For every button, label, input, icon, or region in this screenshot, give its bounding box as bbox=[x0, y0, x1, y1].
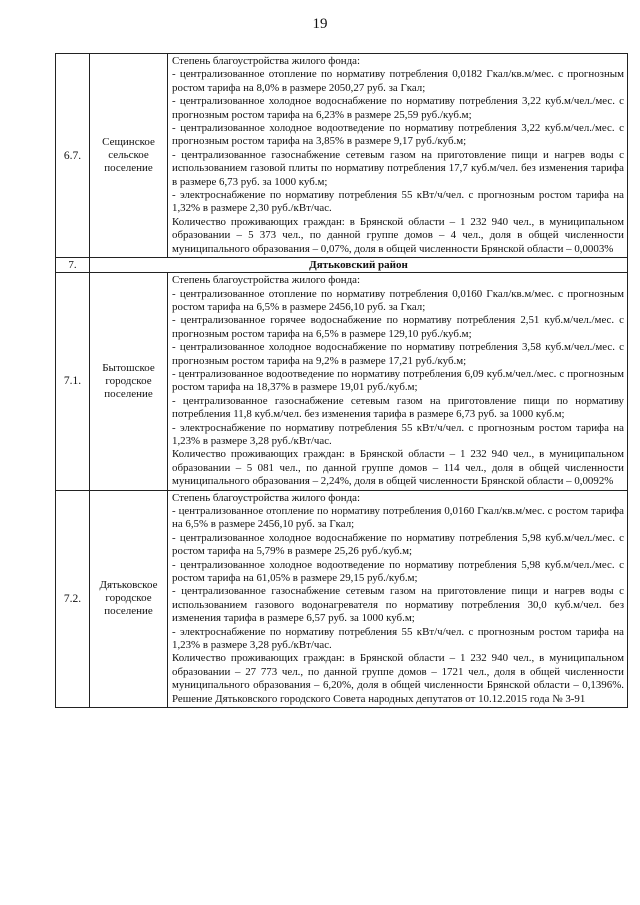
table-row-7 bbox=[56, 258, 628, 273]
description-line: - централизованное газоснабжение сетевым газом на приготовление пищи по нормативу потребления 11,8 куб.м/чел. без изменения тарифа в размере 6,73 руб. за 1000 куб.м; bbox=[172, 394, 624, 421]
settlement-name-line: Бытошское bbox=[102, 361, 155, 374]
description-line: - централизованное холодное водоснабжение по нормативу потребления 5,98 куб.м/чел./мес. с ростом тарифа на 5,79% в размере 25,26 руб./куб.м; bbox=[172, 531, 624, 558]
description-line: - централизованное холодное водоснабжение по нормативу потребления 3,58 куб.м/чел./мес. с прогнозным ростом тарифа на 9,2% в размере 17,21 руб./куб.м; bbox=[172, 341, 624, 367]
description-line: - централизованное холодное водоотведение по нормативу потребления 3,22 куб.м/чел./мес. с прогнозным ростом тарифа на 3,85% в размере 9,17 руб./куб.м; bbox=[172, 122, 624, 148]
page-number: 19 bbox=[312, 16, 328, 32]
settlement-name-line: поселение bbox=[104, 605, 153, 618]
settlement-name bbox=[90, 273, 168, 491]
description-line: - централизованное горячее водоснабжение по нормативу потребления 2,51 куб.м/чел./мес. с прогнозным ростом тарифа на 6,5% в размере 129,10 руб./куб.м; bbox=[172, 314, 624, 340]
tariff-table bbox=[55, 53, 628, 708]
settlement-name bbox=[90, 54, 168, 258]
settlement-description bbox=[168, 54, 628, 258]
row-number: 7.2. bbox=[56, 490, 90, 708]
settlement-name bbox=[90, 490, 168, 708]
description-line: - электроснабжение по нормативу потребления 55 кВт/ч/чел. с прогнозным ростом тарифа на 1,23% в размере 3,28 руб./кВт/час. bbox=[172, 625, 624, 652]
settlement-name-line: поселение bbox=[104, 162, 153, 175]
row-number: 6.7. bbox=[56, 54, 90, 258]
description-line: - электроснабжение по нормативу потребления 55 кВт/ч/чел. с прогнозным ростом тарифа на 1,23% в размере 3,28 руб./кВт/час. bbox=[172, 421, 624, 447]
description-line: - централизованное водоотведение по нормативу потребления 6,09 куб.м/чел./мес. с прогнозным ростом тарифа на 18,37% в размере 19,01 руб./куб.м; bbox=[172, 367, 624, 394]
district-title: Дятьковский район bbox=[90, 258, 628, 273]
description-line: - централизованное холодное водоотведение по нормативу потребления 5,98 куб.м/чел./мес. с ростом тарифа на 61,05% в размере 29,15 руб./куб.м; bbox=[172, 558, 624, 585]
table-row-7-2 bbox=[56, 490, 628, 708]
description-line: Количество проживающих граждан: в Брянской области – 1 232 940 чел., в муниципальном образовании – 27 773 чел., по данной группе домов – 1721 чел., доля в общей численности муниципального образования – 6,20%, доля в общей численности Брянской области – 0,1396%. Решение Дятьковского городского Совета народных депутатов от 10.12.2015 года № 3-91 bbox=[172, 652, 624, 705]
settlement-name-line: Сещинское bbox=[102, 136, 155, 149]
description-line: Степень благоустройства жилого фонда: bbox=[172, 274, 361, 287]
description-line: - централизованное газоснабжение сетевым газом на приготовление пищи и нагрев воды с использованием газовой плиты по нормативу потребления 17,7 куб.м/чел. без изменения тарифа в размере 6,73 руб. за 1000 куб.м; bbox=[172, 148, 624, 188]
description-line: Степень благоустройства жилого фонда: bbox=[172, 55, 361, 67]
description-line: - централизованное газоснабжение сетевым газом на приготовление пищи и нагрев воды с использованием газового водонагревателя по нормативу потребления 30,0 куб.м/чел. без изменения тарифа в размере 6,57 руб. за 1000 куб.м; bbox=[172, 585, 624, 625]
settlement-name-line: городское bbox=[105, 592, 152, 605]
table-row-6-7 bbox=[56, 54, 628, 258]
row-number: 7.1. bbox=[56, 273, 90, 491]
description-line: - централизованное отопление по нормативу потребления 0,0182 Гкал/кв.м/мес. с прогнозным ростом тарифа на 8,0% в размере 2050,27 руб. за Гкал; bbox=[172, 68, 624, 94]
settlement-description bbox=[168, 273, 628, 491]
settlement-name-line: городское bbox=[105, 374, 152, 387]
description-line: Количество проживающих граждан: в Брянской области – 1 232 940 чел., в муниципальном образовании – 5 373 чел., по данной группе домов – 4 чел., доля в общей численности муниципального образования – 0,07%, доля в общей численности Брянской области – 0,0003% bbox=[172, 215, 624, 255]
section-number: 7. bbox=[56, 258, 90, 273]
settlement-name-line: сельское bbox=[108, 149, 149, 162]
description-line: - электроснабжение по нормативу потребления 55 кВт/ч/чел. с прогнозным ростом тарифа на 1,32% в размере 2,30 руб./кВт/час. bbox=[172, 189, 624, 215]
settlement-name-line: поселение bbox=[104, 387, 153, 400]
description-line: - централизованное отопление по нормативу потребления 0,0160 Гкал/кв.м/мес. с прогнозным ростом тарифа на 6,5% в размере 2456,10 руб. за Гкал; bbox=[172, 287, 624, 313]
settlement-description bbox=[168, 490, 628, 708]
table-row-7-1 bbox=[56, 273, 628, 491]
settlement-name-line: Дятьковское bbox=[99, 579, 158, 592]
description-line: - централизованное холодное водоснабжение по нормативу потребления 3,22 куб.м/чел./мес. с прогнозным ростом тарифа на 6,23% в размере 25,59 руб./куб.м; bbox=[172, 95, 624, 121]
description-line: Степень благоустройства жилого фонда: bbox=[172, 491, 361, 504]
description-line: - централизованное отопление по нормативу потребления 0,0160 Гкал/кв.м/мес. с ростом тарифа на 6,5% в размере 2456,10 руб. за Гкал; bbox=[172, 505, 624, 531]
description-line: Количество проживающих граждан: в Брянской области – 1 232 940 чел., в муниципальном образовании – 5 081 чел., по данной группе домов – 114 чел., доля в общей численности муниципального образования – 2,24%, доля в общей численности Брянской области – 0,0092% bbox=[172, 448, 624, 488]
